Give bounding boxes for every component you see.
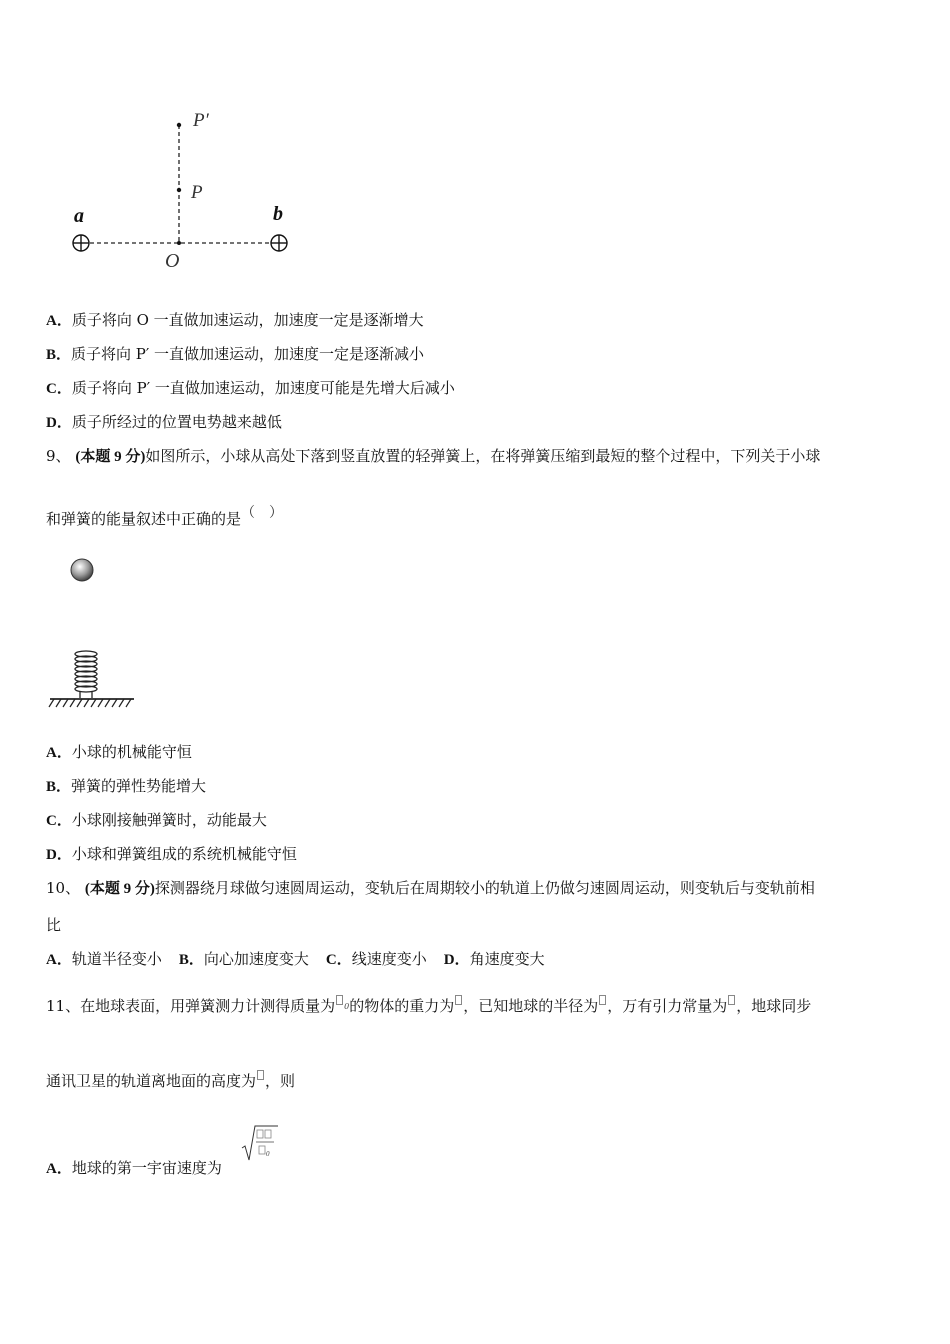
formula-placeholder-icon: [257, 1070, 264, 1080]
subscript-zero: 0: [344, 1002, 350, 1011]
q9-score: (本题 9 分): [75, 449, 146, 465]
q10-number: 10、: [46, 879, 81, 897]
option-text: 向心加速度变大: [203, 950, 309, 968]
option-letter: D．: [46, 847, 72, 863]
point-p-dot: [177, 188, 181, 192]
q11-option-a[interactable]: [46, 1157, 222, 1180]
formula-placeholder-icon: [265, 1130, 271, 1138]
q10-stem-text: 探测器绕月球做匀速圆周运动，变轨后在周期较小的轨道上仍做匀速圆周运动，则变轨后与变轨前相: [154, 879, 815, 897]
ball-icon: [71, 559, 93, 581]
option-text: 角速度变大: [469, 950, 545, 968]
formula-placeholder-icon: [728, 995, 735, 1005]
point-p-prime-dot: [177, 123, 181, 127]
sqrt-formula: [240, 1122, 280, 1166]
option-letter: B．: [46, 779, 72, 795]
option-text: 质子将向 P′ 一直做加速运动，加速度一定是逐渐减小: [71, 345, 425, 363]
q8-option-c[interactable]: [46, 377, 455, 400]
option-letter: C．: [325, 952, 352, 968]
q9-stem-text: 如图所示，小球从高处下落到竖直放置的轻弹簧上，在将弹簧压缩到最短的整个过程中，下列关于小球: [145, 447, 821, 465]
fraction-subscript: 0: [266, 1150, 270, 1158]
option-letter: C．: [46, 813, 72, 829]
option-letter: C．: [46, 381, 72, 397]
label-p: P: [191, 182, 203, 203]
option-letter: A．: [46, 952, 72, 968]
q10-option-b[interactable]: [179, 950, 309, 968]
q11-line2-tail: ，则: [265, 1072, 296, 1090]
label-b: b: [273, 203, 283, 225]
label-a: a: [74, 205, 84, 227]
ball-spring-diagram: [44, 552, 144, 712]
answer-paren-close: ）: [269, 505, 284, 521]
q11-line2-text: 通讯卫星的轨道离地面的高度为: [46, 1072, 257, 1090]
option-letter: A．: [46, 1161, 72, 1177]
q8-option-b[interactable]: [46, 343, 424, 366]
q10-options-row: [46, 948, 545, 971]
q11-text-seg1: 11、在地球表面，用弹簧测力计测得质量为: [46, 997, 336, 1015]
option-letter: D．: [443, 952, 470, 968]
q11-text-seg4: ，万有引力常量为: [607, 997, 728, 1015]
q8-option-d[interactable]: [46, 411, 282, 434]
q11-text-seg2: 的物体的重力为: [349, 997, 455, 1015]
option-text: 地球的第一宇宙速度为: [71, 1159, 222, 1177]
q9-stem-line2: [46, 505, 284, 531]
q11-stem-line2: [46, 1070, 295, 1092]
q9-option-d[interactable]: [46, 843, 297, 866]
option-text: 质子将向 O 一直做加速运动，加速度一定是逐渐增大: [71, 311, 424, 329]
option-letter: D．: [46, 415, 72, 431]
formula-placeholder-icon: [455, 995, 462, 1005]
option-text: 轨道半径变小: [71, 950, 162, 968]
q11-text-seg5: ，地球同步: [736, 997, 812, 1015]
option-text: 质子将向 P′ 一直做加速运动，加速度可能是先增大后减小: [71, 379, 455, 397]
charge-b-icon: [271, 235, 287, 251]
charge-diagram: [60, 100, 310, 275]
q9-option-c[interactable]: [46, 809, 267, 832]
q11-text-seg3: ，已知地球的半径为: [463, 997, 599, 1015]
q9-number: 9、: [46, 447, 71, 465]
q10-option-d[interactable]: [444, 950, 545, 968]
option-text: 弹簧的弹性势能增大: [71, 777, 207, 795]
label-p-prime: P′: [193, 110, 209, 131]
point-o-dot: [177, 241, 181, 245]
q9-option-a[interactable]: [46, 741, 192, 764]
q10-stem-text2: 比: [46, 916, 62, 934]
option-letter: B．: [46, 347, 72, 363]
option-text: 质子所经过的位置电势越来越低: [71, 413, 282, 431]
option-letter: B．: [178, 952, 204, 968]
formula-placeholder-icon: [257, 1130, 263, 1138]
q8-option-a[interactable]: [46, 309, 424, 332]
option-letter: A．: [46, 745, 72, 761]
formula-placeholder-icon: [259, 1146, 265, 1154]
q10-stem-line2: [46, 914, 61, 936]
q9-option-b[interactable]: [46, 775, 206, 798]
ground-hatch-icon: [49, 699, 134, 707]
answer-paren-open: （: [241, 505, 256, 521]
q9-stem-text2: 和弹簧的能量叙述中正确的是: [46, 510, 242, 528]
label-o: O: [165, 250, 180, 272]
q10-option-c[interactable]: [326, 950, 427, 968]
option-letter: A．: [46, 313, 72, 329]
formula-placeholder-icon: [599, 995, 606, 1005]
spring-icon: [75, 651, 97, 698]
option-text: 小球刚接触弹簧时，动能最大: [71, 811, 267, 829]
q10-stem-line1: [46, 877, 815, 900]
q9-stem-line1: [46, 445, 820, 468]
q11-stem-line1: [46, 995, 811, 1018]
option-text: 小球和弹簧组成的系统机械能守恒: [71, 845, 297, 863]
sqrt-sign-icon: [242, 1126, 278, 1160]
q10-score: (本题 9 分): [84, 881, 155, 897]
formula-placeholder-icon: [336, 995, 343, 1005]
q10-option-a[interactable]: [46, 950, 162, 968]
option-text: 线速度变小: [351, 950, 427, 968]
charge-a-icon: [73, 235, 89, 251]
option-text: 小球的机械能守恒: [71, 743, 192, 761]
